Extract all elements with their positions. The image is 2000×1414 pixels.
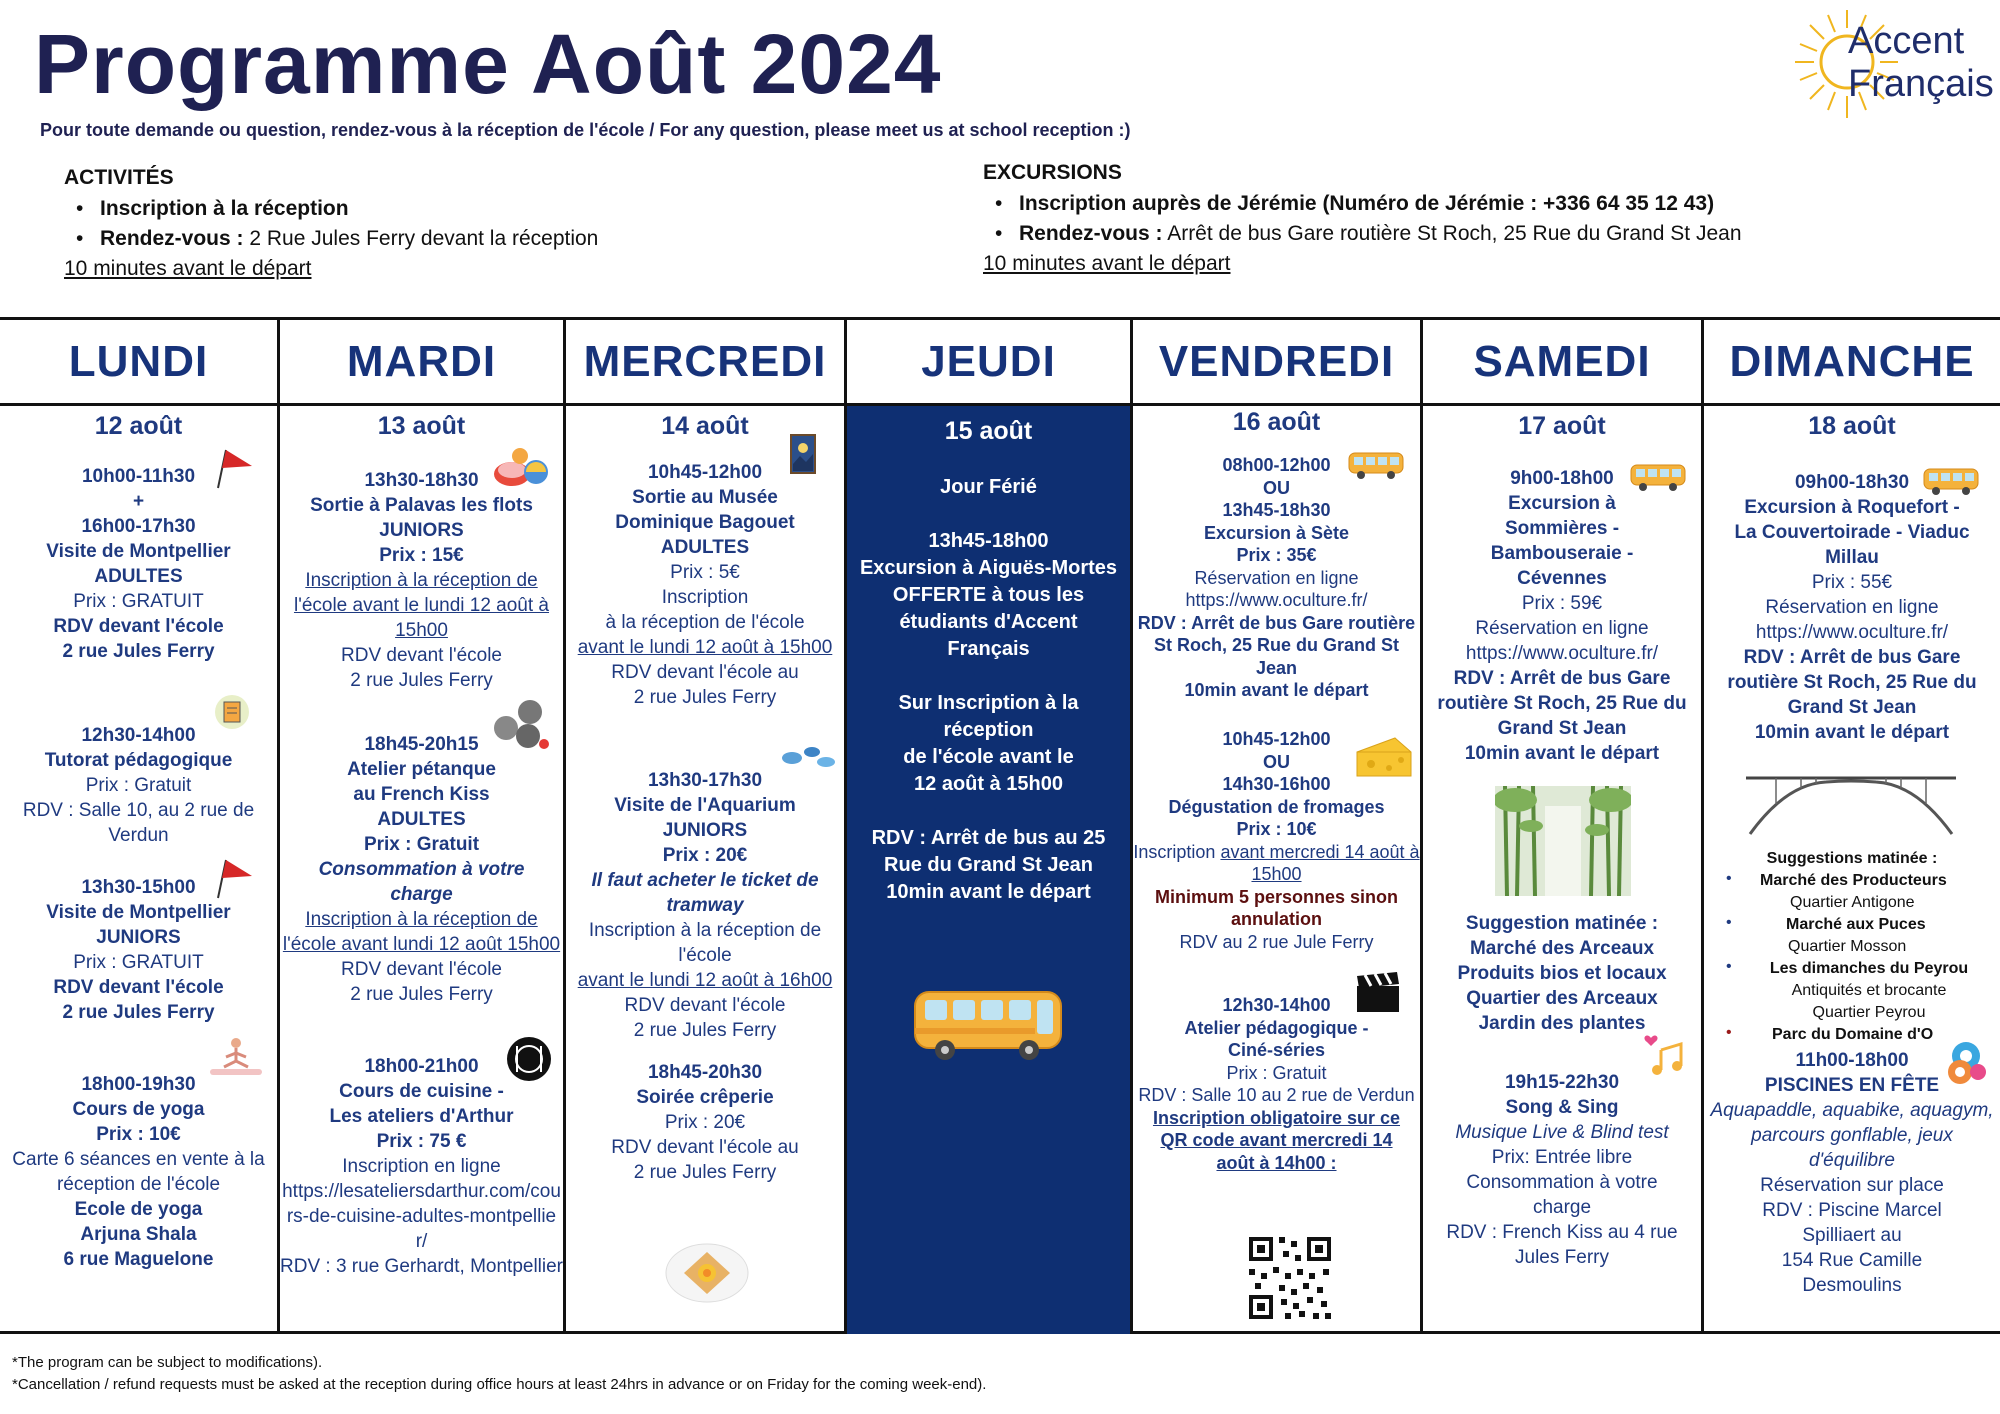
event-vendredi-fromages: 10h45-12h00 OU 14h30-16h00 Dégustation de fromages Prix : 10€ Inscription avant mercredi 14 août à 15h00 Minimum 5 personnes sinon annulation RDV au 2 rue Jule Ferry [1133, 729, 1420, 952]
page-title: Programme Août 2024 [34, 17, 942, 111]
column-jeudi [847, 320, 1133, 1334]
date-vendredi: 16 août [1232, 408, 1321, 436]
event-samedi-song-sing: 19h15-22h30 Song & Sing Musique Live & Blind test Prix: Entrée libre Consommation à votre charge RDV : French Kiss au 4 rue Jules Ferry [1446, 1072, 1678, 1268]
list-item: • Les dimanches du Peyrou Antiquités et brocante Quartier Peyrou [1726, 958, 1969, 1021]
activites-heading: ACTIVITÉS [64, 166, 174, 189]
footer-note-2: *Cancellation / refund requests must be asked at the reception during office hours at least 24hrs in advance or on Friday for the coming week-end). [12, 1376, 987, 1393]
page-subtitle: Pour toute demande ou question, rendez-vous à la réception de l'école / For any question, please meet us at school reception :) [40, 120, 1131, 140]
event-jeudi-aigues-mortes: Jour Férié 13h45-18h00 Excursion à Aiguës-Mortes OFFERTE à tous les étudiants d'Accent Français Sur Inscription à la réception de l'école avant le 12 août à 15h00 RDV : Arrêt de bus au 25 Rue du Grand St Jean 10min avant le départ [859, 476, 1118, 903]
event-dimanche-piscines: 11h00-18h00 PISCINES EN FÊTE Aquapaddle, aquabike, aquagym, parcours gonflable, jeux d'équilibre Réservation sur place RDV : Piscine Marcel Spilliaert au 154 Rue Camille Desmoulins [1710, 1050, 1994, 1296]
activites-item-1: • Inscription à la réception [64, 194, 598, 224]
activites-note: 10 minutes avant le départ [64, 257, 312, 280]
suggestions-dimanche: Suggestions matinée : [1766, 850, 1938, 867]
event-samedi-sommieres: 9h00-18h00 Excursion à Sommières - Bambouseraie - Cévennes Prix : 59€ Réservation en ligne https://www.oculture.fr/ RDV : Arrêt de bus Gare routière St Roch, 25 Rue du Grand St Jean 10min avant le départ [1437, 468, 1687, 764]
day-header-samedi: SAMEDI [1423, 320, 1701, 406]
day-header-jeudi: JEUDI [847, 320, 1130, 406]
day-header-mercredi: MERCREDI [566, 320, 844, 406]
event-samedi-suggestion: Suggestion matinée : Marché des Arceaux Produits bios et locaux Quartier des Arceaux Jardin des plantes [1457, 913, 1667, 1034]
date-dimanche: 18 août [1808, 412, 1896, 440]
day-header-vendredi: VENDREDI [1133, 320, 1420, 406]
event-mardi-petanque: 18h45-20h15 Atelier pétanque au French Kiss ADULTES Prix : Gratuit Consommation à votre charge Inscription à la réception de l'école avant lundi 12 août 15h00 RDV devant l'école 2 rue Jules Ferry [282, 734, 561, 1005]
list-item: • Parc du Domaine d'O [1726, 1024, 1934, 1043]
schedule-grid [0, 317, 2000, 1334]
column-samedi [1423, 320, 1704, 1334]
event-mercredi-musee: 10h45-12h00 Sortie au Musée Dominique Bagouet ADULTES Prix : 5€ Inscription à la réception de l'école avant le lundi 12 août à 15h00 RDV devant l'école au 2 rue Jules Ferry [577, 462, 833, 708]
bamboo-forest-image [1495, 786, 1631, 896]
event-vendredi-cine: 12h30-14h00 Atelier pédagogique - Ciné-séries Prix : Gratuit RDV : Salle 10 au 2 rue de Verdun Inscription obligatoire sur ce QR code avant mercredi 14 août à 14h00 : [1138, 995, 1415, 1173]
event-vendredi-sete: 08h00-12h00 OU 13h45-18h30 Excursion à Sète Prix : 35€ Réservation en ligne https://www.oculture.fr/ RDV : Arrêt de bus Gare routière St Roch, 25 Rue du Grand St Jean 10min avant le départ [1137, 455, 1416, 700]
event-mardi-palavas: 13h30-18h30 Sortie à Palavas les flots JUNIORS Prix : 15€ Inscription à la réception de l'école avant le lundi 12 août à 15h00 RDV devant l'école 2 rue Jules Ferry [293, 470, 550, 691]
column-mercredi [566, 320, 847, 1334]
list-item: • Marché aux Puces Quartier Mosson [1726, 914, 1926, 955]
day-header-mardi: MARDI [280, 320, 563, 406]
list-item: • Marché des Producteurs Quartier Antigone [1726, 870, 1947, 911]
event-mercredi-creperie: 18h45-20h30 Soirée crêperie Prix : 20€ RDV devant l'école au 2 rue Jules Ferry [611, 1062, 799, 1183]
excursions-heading: EXCURSIONS [983, 161, 1122, 184]
yoga-icon [208, 1033, 264, 1077]
day-header-dimanche: DIMANCHE [1704, 320, 2000, 406]
event-lundi-yoga: 18h00-19h30 Cours de yoga Prix : 10€ Carte 6 séances en vente à la réception de l'école Ecole de yoga Arjuna Shala 6 rue Maguelone [12, 1074, 265, 1270]
column-vendredi [1133, 320, 1423, 1334]
logo-text: Accent Français [1848, 20, 1994, 105]
viaduct-image [1746, 774, 1956, 836]
activites-item-2: • Rendez-vous : 2 Rue Jules Ferry devant la réception [64, 224, 598, 254]
day-header-lundi: LUNDI [0, 320, 277, 406]
event-mardi-cuisine: 18h00-21h00 Cours de cuisine - Les ateliers d'Arthur Prix : 75 € Inscription en ligne https://lesateliersdarthur.com/cours-de-cuisine-adultes-montpellier/ RDV : 3 rue Gerhardt, Montpellier [280, 1056, 564, 1277]
event-mercredi-aquarium: 13h30-17h30 Visite de l'Aquarium JUNIORS Prix : 20€ Il faut acheter le ticket de tramway Inscription à la réception de l'école avant le lundi 12 août à 16h00 RDV devant l'école 2 rue Jules Ferry [577, 770, 833, 1041]
date-lundi: 12 août [94, 412, 183, 440]
event-lundi-visite-adultes: 10h00-11h30 + 16h00-17h30 Visite de Montpellier ADULTES Prix : GRATUIT RDV devant l'école 2 rue Jules Ferry [46, 466, 231, 662]
suggestions-list [1704, 870, 2000, 1046]
date-samedi: 17 août [1518, 412, 1606, 440]
date-jeudi: 15 août [944, 417, 1033, 445]
footer-note-1: *The program can be subject to modifications). [12, 1354, 323, 1371]
column-lundi [0, 320, 280, 1334]
event-dimanche-roquefort: 09h00-18h30 Excursion à Roquefort - La Couvertoirade - Viaduc Millau Prix : 55€ Réservation en ligne https://www.oculture.fr/ RDV : Arrêt de bus Gare routière St Roch, 25 Rue du Grand St Jean 10min avant le départ [1727, 472, 1977, 743]
date-mardi: 13 août [377, 412, 466, 440]
date-mercredi: 14 août [661, 412, 749, 440]
column-mardi [280, 320, 566, 1334]
excursions-note: 10 minutes avant le départ [983, 252, 1231, 275]
qr-code-icon[interactable] [1245, 1233, 1335, 1323]
bus-icon [911, 986, 1065, 1066]
column-dimanche [1704, 320, 2000, 1334]
event-lundi-visite-juniors: 13h30-15h00 Visite de Montpellier JUNIORS Prix : GRATUIT RDV devant l'école 2 rue Jules Ferry [46, 877, 231, 1023]
excursions-info [983, 161, 1742, 279]
footer-notes [12, 1352, 986, 1396]
excursions-item-1: • Inscription auprès de Jérémie (Numéro de Jérémie : +336 64 35 12 43) [983, 189, 1742, 219]
excursions-item-2: • Rendez-vous : Arrêt de bus Gare routière St Roch, 25 Rue du Grand St Jean [983, 219, 1742, 249]
crepe-icon [664, 1242, 750, 1304]
activites-info [64, 166, 598, 284]
event-lundi-tutorat: 12h30-14h00 Tutorat pédagogique Prix : Gratuit RDV : Salle 10, au 2 rue de Verdun [22, 725, 255, 846]
